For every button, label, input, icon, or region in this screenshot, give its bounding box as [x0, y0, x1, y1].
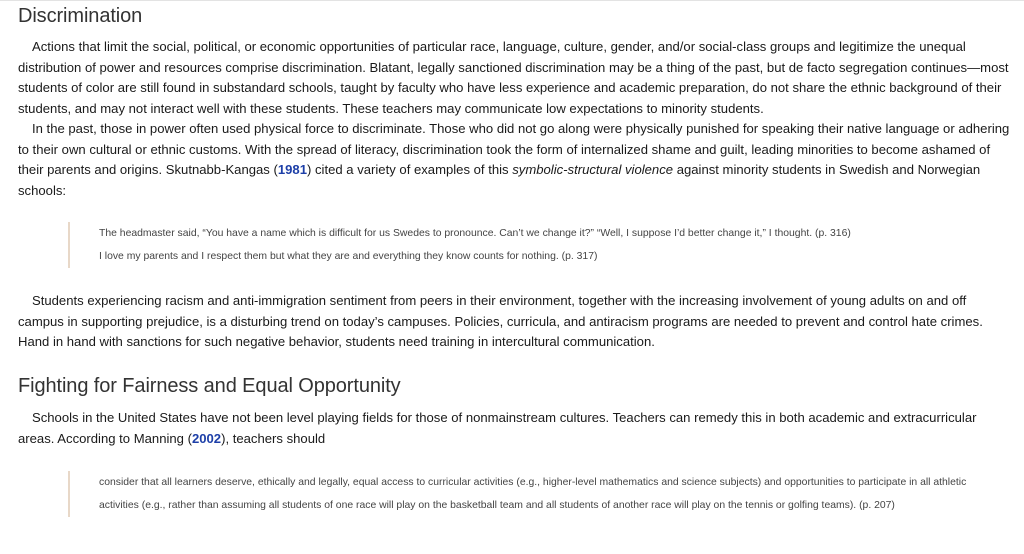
blockquote-manning — [68, 471, 988, 517]
section-heading-discrimination: Discrimination — [18, 5, 143, 27]
blockquote-skutnabb-kangas — [68, 222, 988, 268]
top-divider — [0, 0, 1024, 1]
paragraph-text: In the past, those in power often used physical force to discriminate. Those who did not go along were physically punished for speaking their native language or adhering to their own cultural or ethnic customs. With the spread of literacy, discrimination took the form of internalized shame and guilt, leading minorities to become ashamed of their parents and origins. Skutnabb-Kangas ( — [18, 121, 1010, 178]
paragraph-discrimination-definition — [18, 37, 1013, 119]
paragraph-text: Students experiencing racism and anti-immigration sentiment from peers in their environment, together with the increasing involvement of young adults on and off campus in supporting prejudice, is a disturbing trend on today’s campuses. Policies, curricula, and antiracism programs are needed to prevent and control hate crimes. Hand in hand with sanctions for such negative behavior, students need training in intercultural communication. — [18, 293, 983, 350]
quote-text: consider that all learners deserve, ethically and legally, equal access to curricular activities (e.g., higher-level mathematics and science subjects) and opportunities to participate in all athletic activities (e.g., rather than assuming all students of one race will play on the basketball team and all students of another race will play on the tennis or golfing teams). (p. 207) — [99, 477, 967, 511]
paragraph-physical-force — [18, 119, 1013, 201]
quote-line: The headmaster said, “You have a name which is difficult for us Swedes to pronounce. Can’t we change it?” “Well, I suppose I’d better change it,” I thought. (p. 316) — [99, 228, 851, 239]
emphasis-term: symbolic-structural violence — [512, 162, 674, 178]
paragraph-level-playing-fields — [18, 408, 1013, 449]
paragraph-text: ), teachers should — [221, 430, 326, 446]
paragraph-racism-campus — [18, 291, 1013, 353]
paragraph-text: Actions that limit the social, political, or economic opportunities of particular race, language, culture, gender, and/or social-class groups and legitimize the unequal distribution of power and resources comprise discrimination. Blatant, legally sanctioned discrimination may be a thing of the past, but de facto segregation continues—most students of color are still found in substandard schools, taught by faculty who have less experience and academic preparation, do not share the ethnic background of their students, and may not interact well with these students. These teachers may communicate low expectations to minority students. — [18, 39, 1009, 116]
citation-link-2002[interactable]: 2002 — [191, 430, 222, 446]
citation-link-1981[interactable]: 1981 — [277, 162, 307, 178]
paragraph-text: against minority students in Swedish and Norwegian schools: — [18, 162, 981, 198]
paragraph-text: ) cited a variety of examples of this — [307, 162, 513, 178]
paragraph-text: Schools in the United States have not been level playing fields for those of nonmainstream cultures. Teachers can remedy this in both academic and extracurricular areas. According to Manning ( — [18, 410, 977, 446]
quote-line: I love my parents and I respect them but what they are and everything they know counts for nothing. (p. 317) — [99, 251, 598, 262]
section-heading-fairness: Fighting for Fairness and Equal Opportunity — [18, 375, 401, 397]
